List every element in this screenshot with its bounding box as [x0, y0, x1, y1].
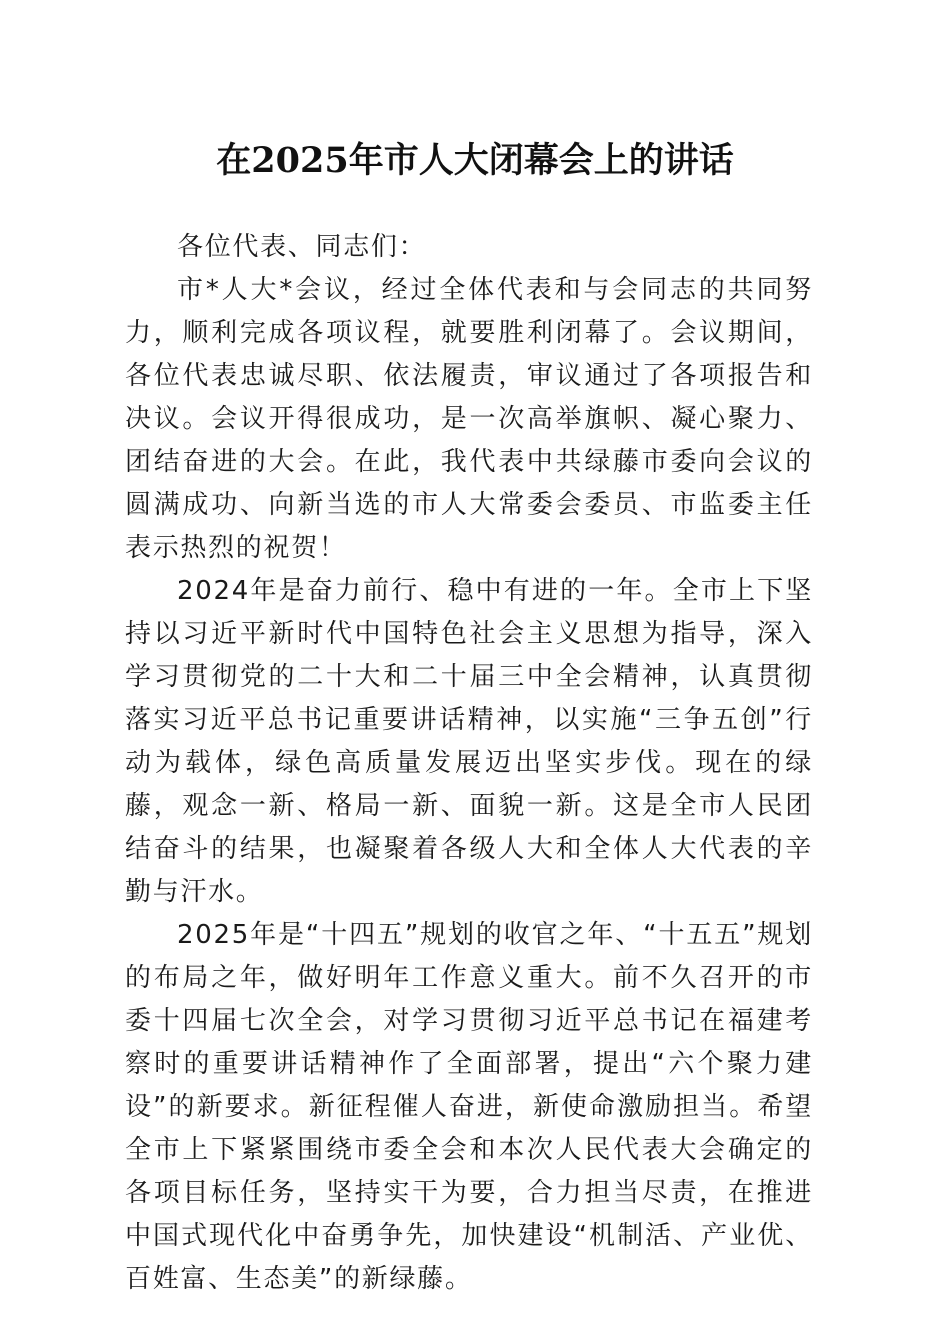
paragraph-1: 市*人大*会议，经过全体代表和与会同志的共同努力，顺利完成各项议程，就要胜利闭幕了。会议期间，各位代表忠诚尽职、依法履责，审议通过了各项报告和决议。会议开得很成功，是一次高举旗帜、凝心聚力、团结奋进的大会。在此，我代表中共绿藤市委向会议的圆满成功、向新当选的市人大常委会委员、市监委主任表示热烈的祝贺！: [125, 275, 813, 563]
document-body: [125, 226, 813, 1301]
document-title: 在2025年市人大闭幕会上的讲话: [216, 140, 734, 181]
salutation: 各位代表、同志们：: [177, 232, 427, 262]
paragraph-3: 2025年是“十四五”规划的收官之年、“十五五”规划的布局之年，做好明年工作意义重大。前不久召开的市委十四届七次全会，对学习贯彻习近平总书记在福建考察时的重要讲话精神作了全面部署，提出“六个聚力建设”的新要求。新征程催人奋进，新使命激励担当。希望全市上下紧紧围绕市委全会和本次人民代表大会确定的各项目标任务，坚持实干为要，合力担当尽责，在推进中国式现代化中奋勇争先，加快建设“机制活、产业优、百姓富、生态美”的新绿藤。: [125, 920, 813, 1294]
paragraph-2: 2024年是奋力前行、稳中有进的一年。全市上下坚持以习近平新时代中国特色社会主义思想为指导，深入学习贯彻党的二十大和二十届三中全会精神，认真贯彻落实习近平总书记重要讲话精神，以实施“三争五创”行动为载体，绿色高质量发展迈出坚实步伐。现在的绿藤，观念一新、格局一新、面貌一新。这是全市人民团结奋斗的结果，也凝聚着各级人大和全体人大代表的辛勤与汗水。: [125, 576, 813, 907]
